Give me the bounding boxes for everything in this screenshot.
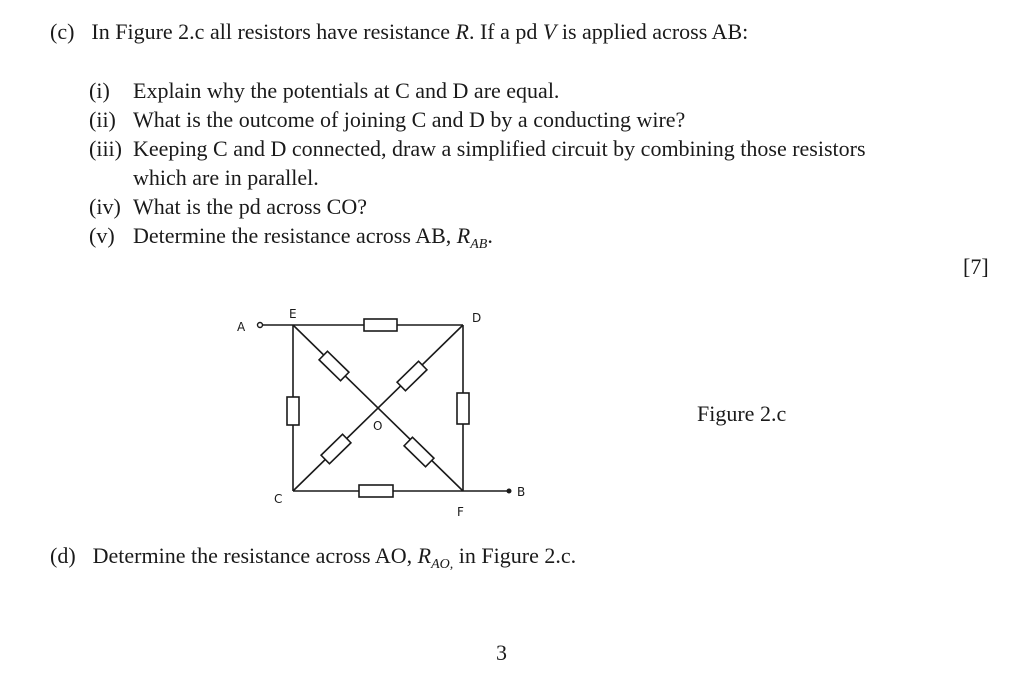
label-c: C [274,492,283,506]
symbol-R: R [456,223,471,248]
subpart-text: What is the outcome of joining C and D by a conducting wire? [133,107,686,132]
marks-label: [7] [963,254,989,279]
subscript-AB: AB [470,237,488,252]
label-a: A [237,320,246,334]
terminal-a [258,323,263,328]
subpart-text: What is the pd across CO? [133,194,367,219]
symbol-V: V [542,19,557,44]
figure-caption: Figure 2.c [697,401,787,426]
label-o: O [373,419,383,433]
resistor-left [287,397,299,425]
resistor-bottom [359,485,393,497]
resistor-o-f [404,437,434,467]
subpart-iii-continuation: which are in parallel. [133,165,319,190]
label-e: E [289,307,297,321]
page-number: 3 [496,640,507,665]
part-c-text-3: is applied across AB: [556,19,749,44]
subpart-number: (i) [89,78,110,103]
resistor-d-o [397,361,427,391]
part-c-text-1: In Figure 2.c all resistors have resistance [91,19,456,44]
subpart-text: Explain why the potentials at C and D are equal. [133,78,560,103]
label-d: D [472,311,482,325]
terminal-b [507,489,512,494]
resistor-o-c [321,434,351,464]
part-c-marker: (c) [50,19,75,44]
subpart-text: Keeping C and D connected, draw a simplified circuit by combining those resistors [133,136,866,161]
part-c-text-2: . If a pd [468,19,543,44]
resistor-e-o [319,351,349,381]
part-d-end: in Figure 2.c. [453,543,577,568]
symbol-R: R [455,19,469,44]
label-f: F [457,505,464,519]
part-d-marker: (d) [50,543,76,568]
subpart-number: (v) [89,223,115,248]
subpart-number: (ii) [89,107,116,132]
resistor-right [457,393,469,424]
subpart-text: Determine the resistance across AB, [133,223,457,248]
subpart-number: (iv) [89,194,121,219]
part-d-text: Determine the resistance across AO, [92,543,418,568]
symbol-R: R [417,543,432,568]
label-b: B [517,485,526,499]
subpart-number: (iii) [89,136,122,161]
resistor-top [364,319,397,331]
period: . [487,223,493,248]
part-d-question [50,543,576,578]
subscript-AO: AO, [431,557,454,572]
